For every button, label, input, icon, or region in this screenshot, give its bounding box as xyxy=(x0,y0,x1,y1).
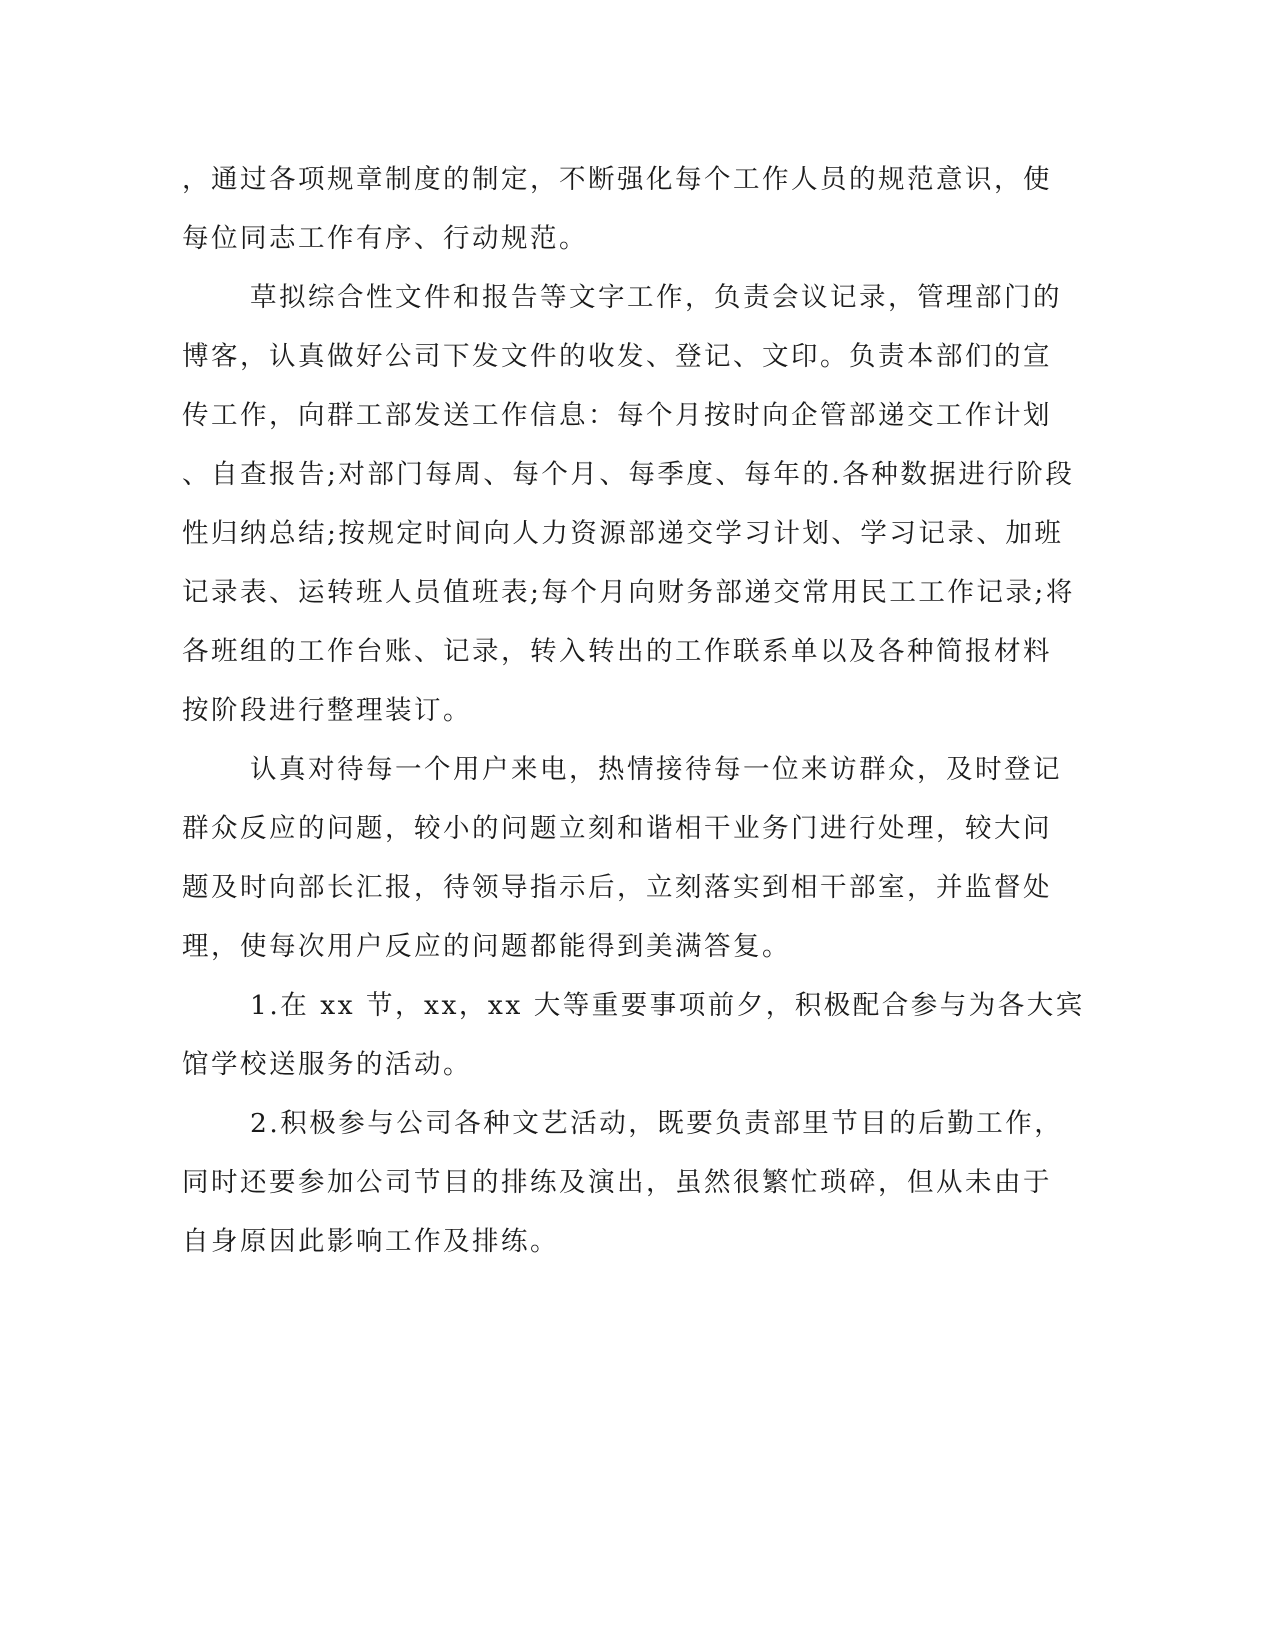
paragraph-2-line-3: 传工作，向群工部发送工作信息：每个月按时向企管部递交工作计划 xyxy=(182,400,1052,431)
paragraph-2-line-6: 记录表、运转班人员值班表;每个月向财务部递交常用民工工作记录;将 xyxy=(182,577,1075,608)
paragraph-5-line-2: 同时还要参加公司节目的排练及演出，虽然很繁忙琐碎，但从未由于 xyxy=(182,1167,1052,1198)
paragraph-3-line-4: 理，使每次用户反应的问题都能得到美满答复。 xyxy=(182,931,791,962)
paragraph-1-line-2: 每位同志工作有序、行动规范。 xyxy=(182,223,588,254)
paragraph-2-line-5: 性归纳总结;按规定时间向人力资源部递交学习计划、学习记录、加班 xyxy=(182,518,1064,549)
paragraph-2-line-1: 草拟综合性文件和报告等文字工作，负责会议记录，管理部门的 xyxy=(250,282,1062,313)
paragraph-3-line-1: 认真对待每一个用户来电，热情接待每一位来访群众，及时登记 xyxy=(250,754,1062,785)
paragraph-4-line-1: 1.在 xx 节，xx，xx 大等重要事项前夕，积极配合参与为各大宾 xyxy=(250,990,1085,1021)
paragraph-2-line-4: 、自查报告;对部门每周、每个月、每季度、每年的.各种数据进行阶段 xyxy=(182,459,1075,490)
paragraph-2-line-7: 各班组的工作台账、记录，转入转出的工作联系单以及各种简报材料 xyxy=(182,636,1052,667)
paragraph-2-line-8: 按阶段进行整理装订。 xyxy=(182,695,472,726)
paragraph-4-line-2: 馆学校送服务的活动。 xyxy=(182,1049,472,1080)
paragraph-3-line-2: 群众反应的问题，较小的问题立刻和谐相干业务门进行处理，较大问 xyxy=(182,813,1052,844)
paragraph-2-line-2: 博客，认真做好公司下发文件的收发、登记、文印。负责本部们的宣 xyxy=(182,341,1052,372)
paragraph-1-line-1: ，通过各项规章制度的制定，不断强化每个工作人员的规范意识，使 xyxy=(182,164,1052,195)
paragraph-5-line-3: 自身原因此影响工作及排练。 xyxy=(182,1226,559,1257)
paragraph-5-line-1: 2.积极参与公司各种文艺活动，既要负责部里节目的后勤工作， xyxy=(250,1108,1064,1139)
paragraph-3-line-3: 题及时向部长汇报，待领导指示后，立刻落实到相干部室，并监督处 xyxy=(182,872,1052,903)
